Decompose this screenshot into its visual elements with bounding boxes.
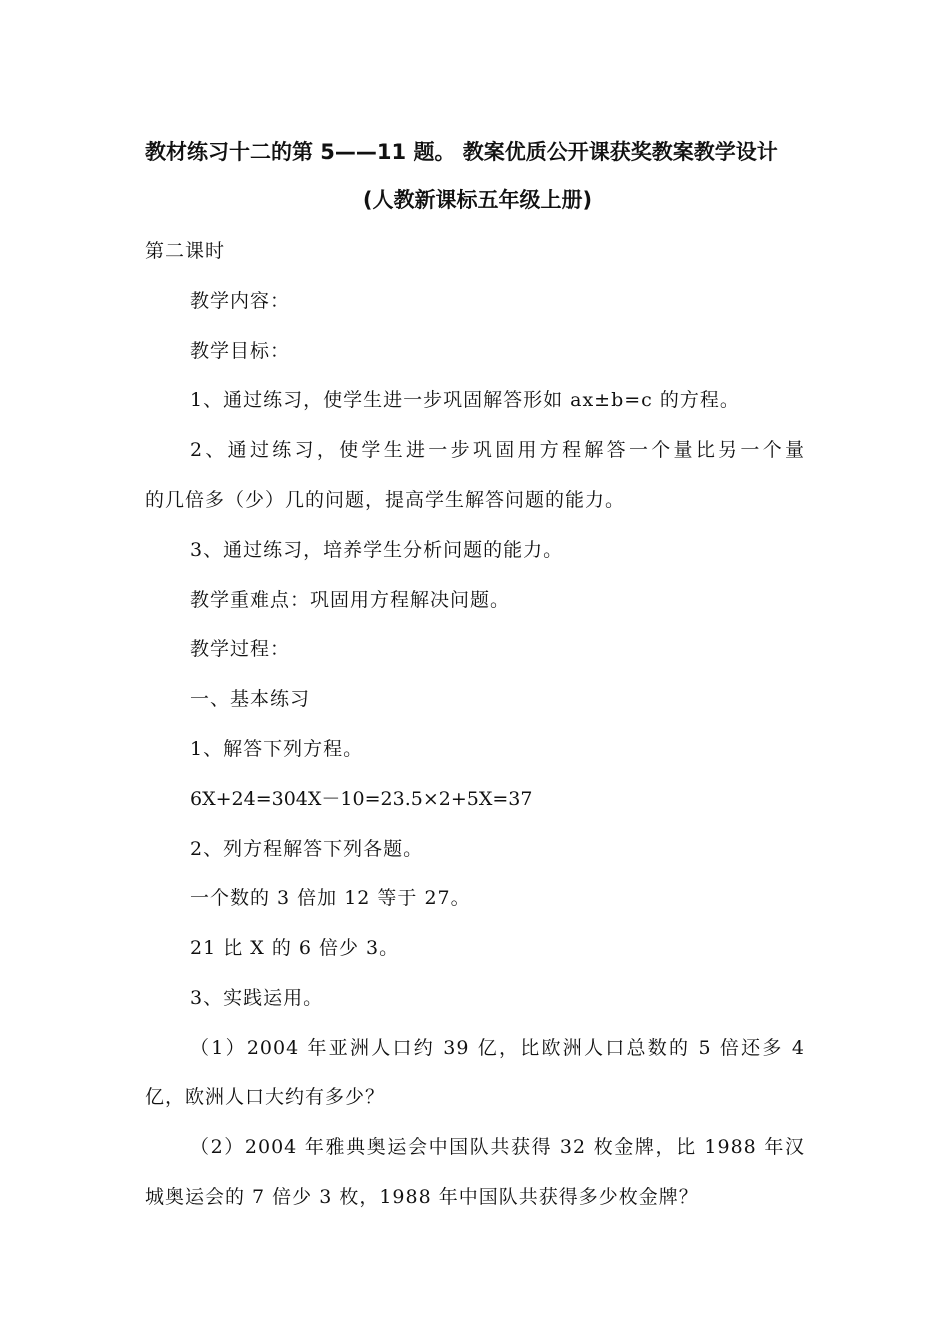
item-3: 3、实践运用。 [190,987,324,1009]
goal-1: 1、通过练习，使学生进一步巩固解答形如 ax±b=c 的方程。 [190,389,740,411]
practice-2-line-2: 城奥运会的 7 倍少 3 枚，1988 年中国队共获得多少枚金牌？ [145,1186,699,1208]
document-title-line-1: 教材练习十二的第 5——11 题。 教案优质公开课获奖教案教学设计 [145,140,778,164]
content-label: 教学内容： [190,290,291,312]
item-2: 2、列方程解答下列各题。 [190,838,424,860]
goals-label: 教学目标： [190,340,291,362]
item-1: 1、解答下列方程。 [190,738,364,760]
equations: 6X+24=304X－10=23.5×2+5X=37 [190,788,533,810]
goal-3: 3、通过练习，培养学生分析问题的能力。 [190,539,564,561]
goal-2-line-2: 的几倍多（少）几的问题，提高学生解答问题的能力。 [145,489,626,511]
lesson-heading: 第二课时 [145,240,226,262]
problem-a: 一个数的 3 倍加 12 等于 27。 [190,887,471,909]
section-1-heading: 一、基本练习 [190,688,311,710]
key-points: 教学重难点：巩固用方程解决问题。 [190,589,511,611]
goal-2-line-1: 2、通过练习，使学生进一步巩固用方程解答一个量比另一个量 [190,439,805,461]
practice-1-line-1: （1）2004 年亚洲人口约 39 亿，比欧洲人口总数的 5 倍还多 4 [190,1037,805,1059]
document-title-line-2: (人教新课标五年级上册) [362,188,593,212]
process-label: 教学过程： [190,638,291,660]
practice-1-line-2: 亿，欧洲人口大约有多少？ [145,1086,386,1108]
problem-b: 21 比 X 的 6 倍少 3。 [190,937,400,959]
practice-2-line-1: （2）2004 年雅典奥运会中国队共获得 32 枚金牌，比 1988 年汉 [190,1136,805,1158]
